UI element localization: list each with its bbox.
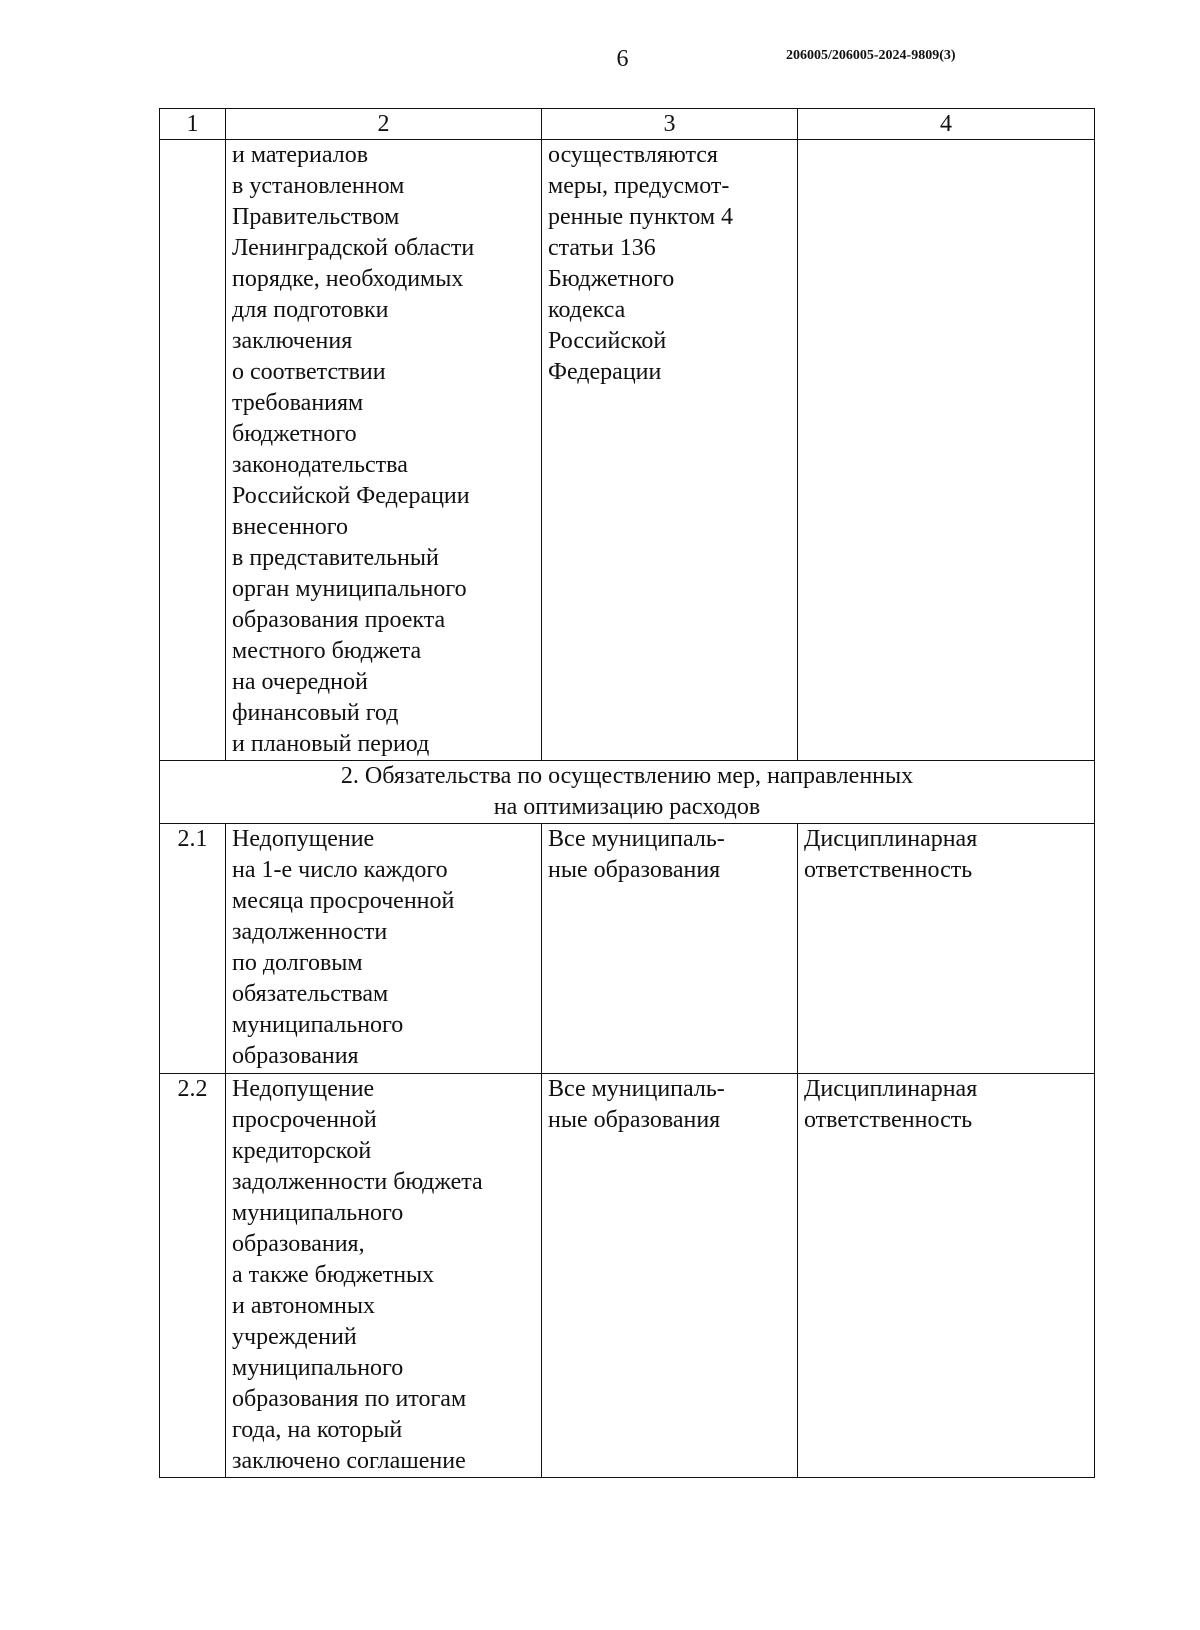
applicability-text: осуществляются меры, предусмот- ренные пунктом 4 статьи 136 Бюджетного кодекса Российской Федерации [542,140,798,761]
page-number: 6 [616,46,629,72]
section-title: 2. Обязательства по осуществлению мер, направленных на оптимизацию расходов [160,761,1095,824]
obligations-table [159,108,1095,1478]
obligation-text: Недопущение на 1-е число каждого месяца просроченной задолженности по долговым обязательствам муниципального образования [226,824,542,1074]
document-id: 206005/206005-2024-9809(3) [786,48,956,63]
table-row [160,1074,1095,1478]
row-number: 2.1 [160,824,226,1074]
row-number: 2.2 [160,1074,226,1478]
table-header-row [160,109,1095,140]
table-row [160,140,1095,761]
column-header-4: 4 [798,109,1095,140]
column-header-1: 1 [160,109,226,140]
column-header-2: 2 [226,109,542,140]
applicability-text: Все муниципаль- ные образования [542,824,798,1074]
section-row [160,761,1095,824]
row-number [160,140,226,761]
applicability-text: Все муниципаль- ные образования [542,1074,798,1478]
responsibility-text: Дисциплинарная ответственность [798,824,1095,1074]
responsibility-text [798,140,1095,761]
column-header-3: 3 [542,109,798,140]
obligation-text: и материалов в установленном Правительством Ленинградской области порядке, необходимых для подготовки заключения о соответствии требованиям бюджетного законодательства Российской Федерации внесенного в представительный орган муниципального образования проекта местного бюджета на очередной финансовый год и плановый период [226,140,542,761]
table-row [160,824,1095,1074]
obligation-text: Недопущение просроченной кредиторской задолженности бюджета муниципального образования, а также бюджетных и автономных учреждений муниципального образования по итогам года, на который заключено соглашение [226,1074,542,1478]
responsibility-text: Дисциплинарная ответственность [798,1074,1095,1478]
